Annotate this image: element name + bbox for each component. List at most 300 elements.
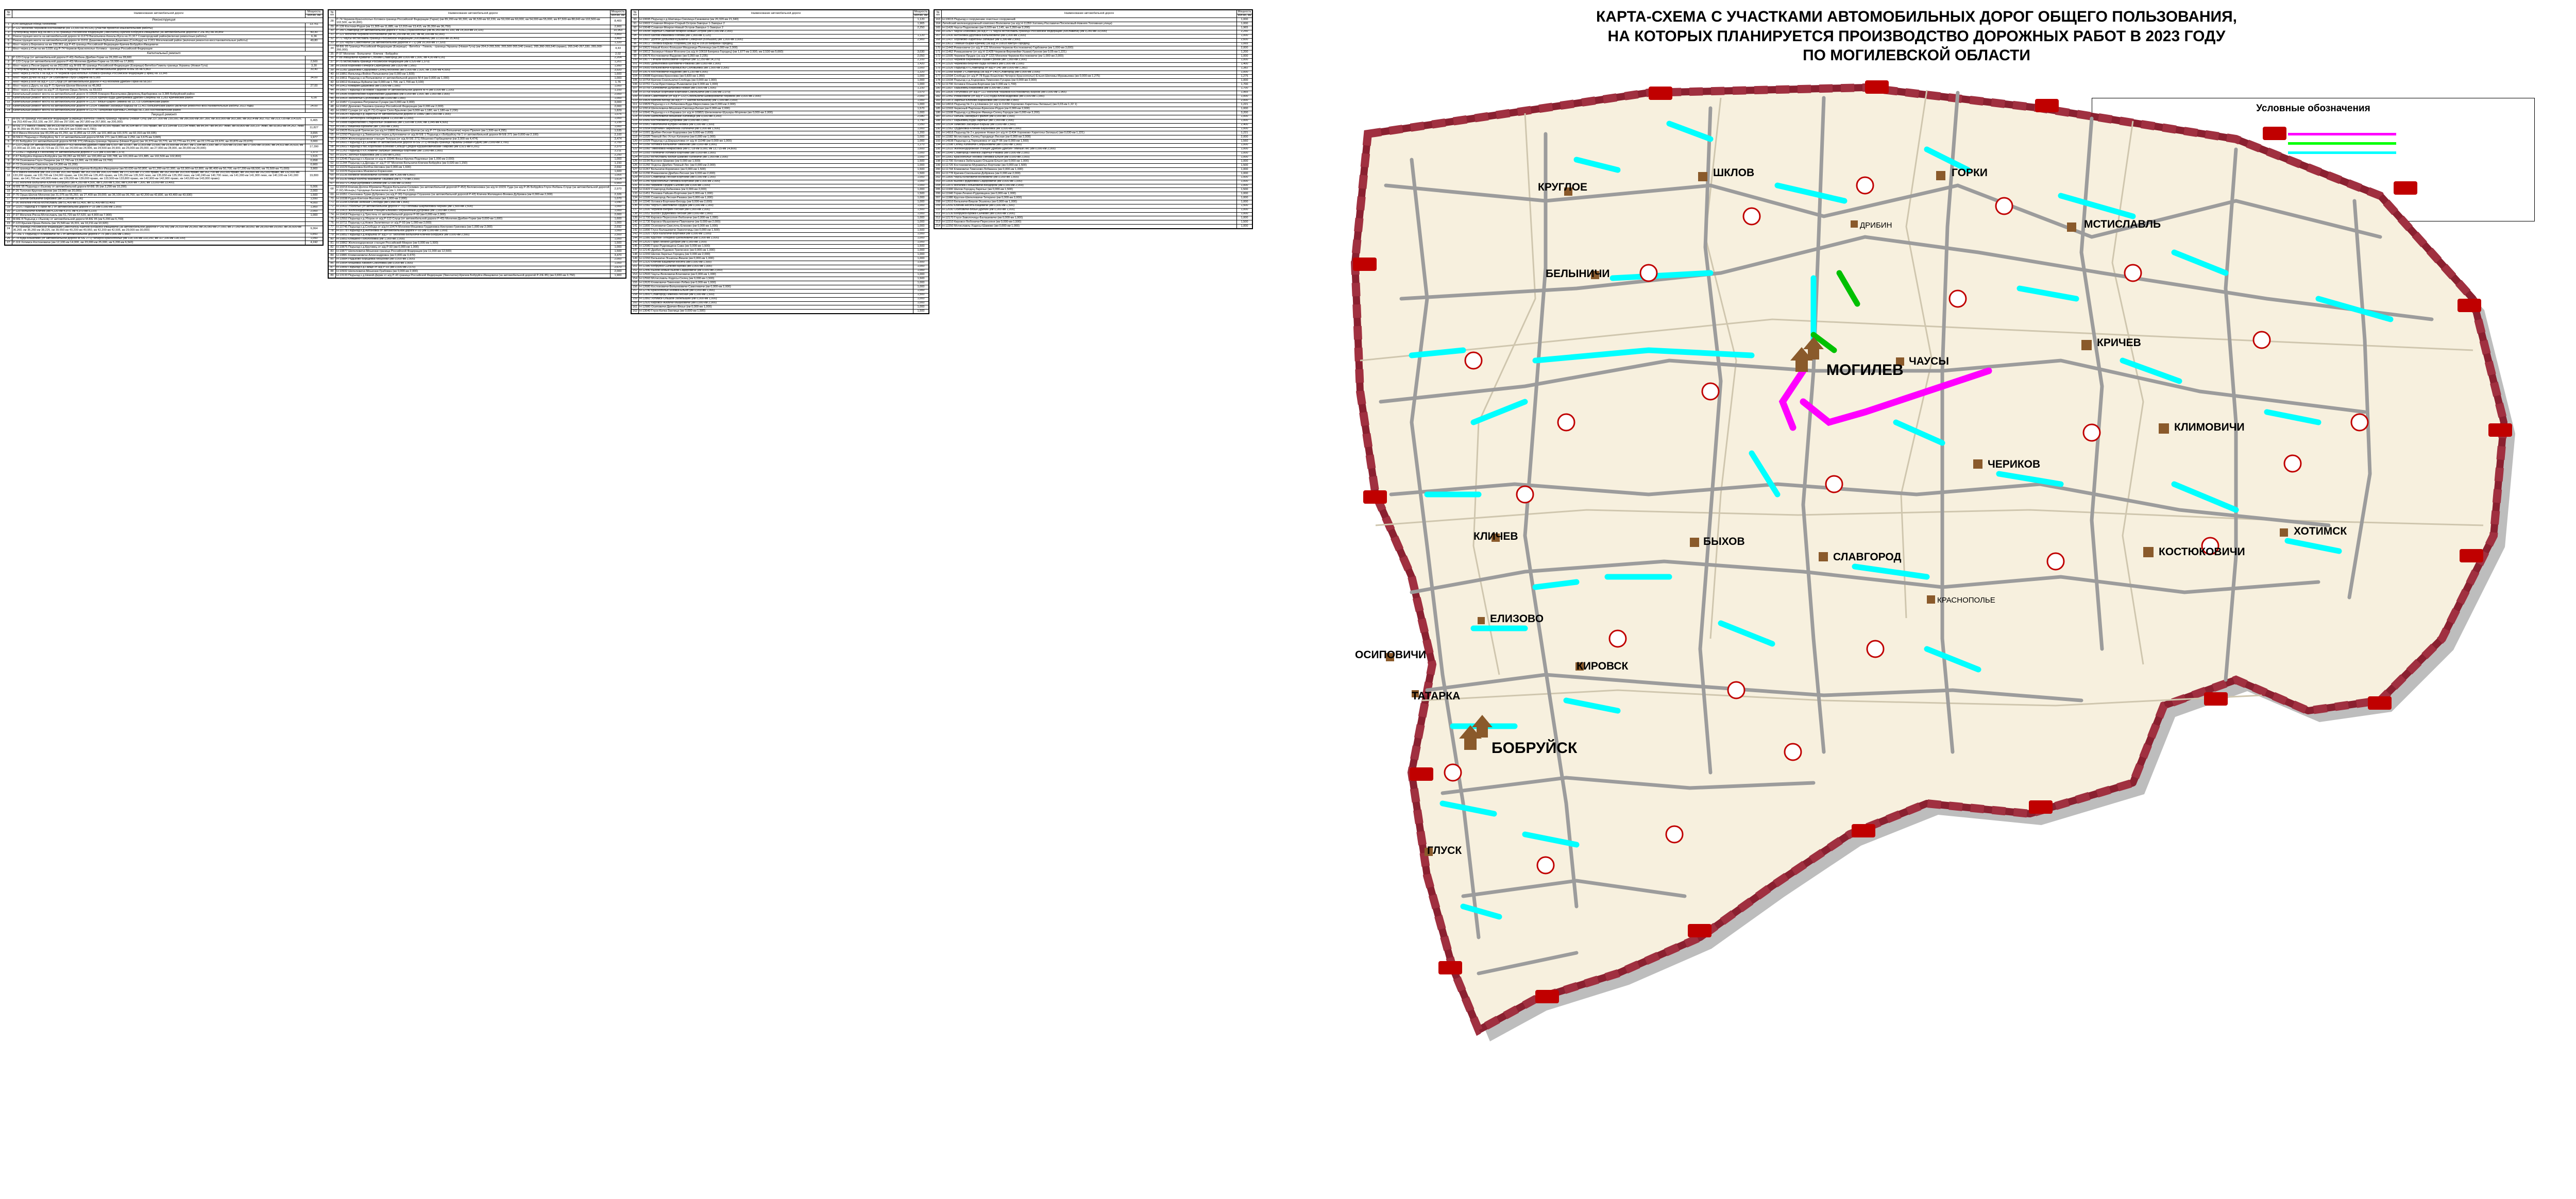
table-row — [935, 71, 1252, 75]
road-length-value — [306, 27, 323, 31]
row-number: 56 — [329, 138, 336, 142]
road-length-value: 0,900 — [306, 163, 323, 167]
road-length-value: 1,000 — [611, 205, 626, 209]
road-length-value: 34,00 — [306, 76, 323, 80]
row-number: 97 — [632, 46, 639, 50]
road-name: Н-10877 Шепелевичи-Мошонки-граница Российской Федерации (км 11,000-км 12,500) — [336, 250, 611, 254]
row-number: 199 — [935, 164, 942, 168]
road-length-value: 1,000 — [913, 164, 929, 168]
road-name: Н-11426 Чауса-Подзолково (км 0,020-км 1,145, км 2,350-км 3,200) — [942, 26, 1237, 30]
city-label-chausy: ЧАУСЫ — [1909, 355, 1949, 367]
row-number: 127 — [632, 168, 639, 172]
table-row — [632, 285, 929, 289]
row-number: 80 — [329, 237, 336, 242]
road-name: Н-10625 Большой Трилесин (за а/д Н-10800 Вельшино-Шклов (за а/д Р-77 Шклов-Белыничи) через Прилеп (км 1,500-км 4,295) — [336, 129, 611, 133]
table-row — [632, 22, 929, 26]
row-number: 66 — [329, 178, 336, 182]
road-name: Н-10272 Слуцк-Дубровка-Селюхи (км 12,000-км 12,900) — [336, 182, 611, 186]
row-number: 142 — [632, 229, 639, 233]
row-number: 16 — [5, 194, 12, 198]
road-length-value: 1,275 — [1237, 75, 1252, 79]
road-length-value: 2,000 — [611, 105, 626, 109]
road-name: Н-14916 Подъезд № 2 к д.Нововка (от а/д Н-11434 Хоромово-Харитоны-Затишье) (км 0,03-км 1,22 1) — [942, 103, 1237, 107]
road-table — [631, 10, 929, 314]
table-section-header — [5, 51, 323, 56]
table-row — [935, 168, 1252, 172]
road-length-value: 1,000 — [913, 140, 929, 144]
city-label-gorki: ГОРКИ — [1952, 167, 1988, 179]
row-number: 17 — [5, 197, 12, 201]
road-length-value: 1,000 — [611, 229, 626, 233]
table-row — [632, 168, 929, 172]
city-label-mogilev: МОГИЛЕВ — [1826, 362, 1904, 379]
row-number: 20 — [5, 210, 12, 214]
row-number: 107 — [632, 87, 639, 91]
road-name: Н-10829 Подъезд к н.п.Лобановка-Буда-Мирославка (км 0,000-км 2,000) — [639, 103, 913, 107]
table-row — [329, 213, 626, 217]
table-row — [935, 212, 1252, 216]
row-number: 2 — [5, 27, 12, 31]
col-header-value: Мощность — [913, 10, 929, 14]
row-number: 5 — [5, 72, 12, 76]
road-name: Н-10686 Борколабово-Барколабово-Дашковка (км 0,000-км 1,000, км 1,000-км 2,000) — [336, 93, 611, 97]
row-number: 151 — [632, 265, 639, 269]
table-row — [329, 205, 626, 209]
road-name: Н-10884 Радьково-Борщевка-Мошонки (км 0,000-км 2,500) — [336, 258, 611, 262]
table-row — [329, 129, 626, 133]
row-number: 30 — [329, 29, 336, 33]
col-header-num: № п/п — [329, 10, 336, 18]
road-name: Н-11029 Подъезд к д.Шаршаловка от а/д Н-11048 (км 0,000-км 1,000) — [639, 140, 913, 144]
table-row — [935, 83, 1252, 87]
road-name: Р-120 Белыничи-Кличев (км 4,220-км 4,970, км 4,970-км 5,220) — [12, 210, 306, 214]
city-label-bykhov: БЫХОВ — [1703, 536, 1745, 547]
road-length-value: 1,150 — [611, 162, 626, 166]
road-name: Р-93 Могилев-Белыничи-Кличев-Бобруйск (км 4,350-км 4,500, км 5,200-км 5,350, км 6,900-км 7,300, км 13,000-км 13,400) — [12, 181, 306, 185]
road-name: Р-140 Славгород (от автомобильной дороги Р-43/Е1)-Краснополье (км 46,950-км 49,100, км 14,303-км 23,116) — [336, 29, 611, 33]
road-name: Н-10604 Железнодорожная станция Телуша (от а/д М-5/Е 271) Мошенко-Горбацевичи (км 3,000-км 4,474) — [336, 138, 611, 142]
road-name: Н-11162 Мстиславль-Белая-Шамово-Хатиничи (км 1,000-км 2,000) — [639, 156, 913, 160]
road-length-value: 1,600 — [611, 217, 626, 221]
table-row — [632, 229, 929, 233]
road-name: Н-11520 Черикова-Везучее-Буда-Хотимск (км 0,000-км 2,000) — [942, 62, 1237, 66]
road-length-value: 30,40 — [306, 68, 323, 72]
road-length-value: 1,000 — [1237, 22, 1252, 26]
table-row — [935, 220, 1252, 225]
table-row — [935, 87, 1252, 91]
row-number: 114 — [632, 115, 639, 119]
row-number: 4 — [5, 136, 12, 140]
row-number: 95 — [632, 38, 639, 42]
road-length-value: 13,761 — [306, 23, 323, 27]
road-length-value: 1,500 — [1237, 204, 1252, 208]
road-length-value: 1,200 — [913, 131, 929, 135]
road-name: Н-10761 Сычи-Брестовицы-Рыжковичи (км 0,000-км 1,000) — [639, 83, 913, 87]
row-number: 58 — [329, 145, 336, 149]
table-row — [329, 162, 626, 166]
city-label-belynichi: БЕЛЫНИЧИ — [1546, 268, 1610, 280]
road-length-value: 1,000 — [1237, 180, 1252, 184]
road-length-value: 1,000 — [913, 265, 929, 269]
table-row — [329, 133, 626, 138]
road-name: Н-11634 Подъезд к д.Ходоровка-Тимоново-Гусарка (км 0,000-км 2,000) — [942, 79, 1237, 83]
road-name: Капитальный ремонт моста на автомобильной дороге Н-11207 Вязье-Шарпо-Зимина на 13,715 Осиповичский район — [12, 100, 306, 105]
road-length-value: 1,000 — [913, 83, 929, 87]
col-header-value-sub: кол-во, км — [306, 14, 323, 18]
table-row — [632, 160, 929, 164]
table-row — [329, 125, 626, 129]
road-length-value: 1,420 — [913, 62, 929, 66]
road-name: Н-11196 Высокое-Шамово (км 0,000-км 1,500) — [639, 160, 913, 164]
table-row — [632, 135, 929, 140]
table-row — [632, 184, 929, 188]
road-length-value: 3,800 — [611, 33, 626, 37]
road-name: Капитальный ремонт моста на автомобильной дороге Н-10036 Кричин-Буда-Дмитриевка-Дрибин-Озеряны на 3,283 Кричевский район — [12, 96, 306, 100]
road-name: Н-11534 Химково-Заозерье-Барыш (км 0,000-км 2,500) — [942, 123, 1237, 127]
table-row — [632, 212, 929, 216]
table-row — [935, 111, 1252, 115]
road-length-value: 1,400 — [1237, 62, 1252, 66]
table-row — [632, 127, 929, 131]
road-length-value: 1,000 — [913, 151, 929, 156]
road-name: Н-11427 Чауса-Осиновка (за а/д Р-71 Чауса-Мстиславль-граница Российской Федерации (Хославичи) (км 0,240-км 10,000) — [942, 30, 1237, 34]
road-length-value: 1,382 — [1237, 66, 1252, 71]
row-number: 13 — [5, 181, 12, 185]
road-name: Мост через р.Друть на а/д Р-71 Кричев-Шклов-Могилев на 45,963 — [12, 84, 306, 89]
road-length-value: 1,000 — [913, 301, 929, 305]
table-row — [329, 193, 626, 197]
col-header-num: № п/п — [935, 10, 942, 18]
row-number: 137 — [632, 208, 639, 212]
row-number: 7 — [5, 47, 12, 52]
table-row — [935, 107, 1252, 111]
road-length-value: 1,000 — [913, 297, 929, 301]
road-length-value: 1,000 — [913, 188, 929, 192]
row-number: 93 — [632, 30, 639, 34]
row-number: 195 — [935, 147, 942, 151]
road-name: М-8/Е 95 Подъезд к г.Быхову от автомобильной дороги М-8/Е 95 (км 3,290-км 10,290) — [12, 185, 306, 190]
row-number: 170 — [935, 46, 942, 50]
city-label-kruglое: КРУГЛОЕ — [1538, 181, 1588, 193]
road-name: Н-10602 Славная-Мокрое-Старый Остров-Заворье 1-Заворье 2 — [639, 22, 913, 26]
road-length-value: 3,474 — [611, 138, 626, 142]
row-number: 81 — [329, 242, 336, 246]
row-number: 31 — [329, 33, 336, 37]
road-length-value: 3,655 — [306, 132, 323, 136]
table-row — [329, 29, 626, 33]
col-header-value-sub: кол-во, км — [611, 14, 626, 18]
road-name: Н-11730 Кировск-Мышковичи-Павловичи (км 0,000-км 2,000) — [639, 220, 913, 225]
row-number: 96 — [632, 42, 639, 46]
row-number: 205 — [935, 188, 942, 192]
road-name: Н-10688 Карповка-Красновка (км 0,820-км 1,950) — [639, 75, 913, 79]
table-row — [329, 197, 626, 201]
road-length-value: 1,000 — [611, 97, 626, 101]
table-row — [935, 151, 1252, 156]
table-row — [329, 53, 626, 57]
road-length-value: 1,000 — [913, 305, 929, 310]
table-row — [935, 79, 1252, 83]
table-row — [632, 42, 929, 46]
road-name: Н-10338 Рудня-Клетное-Высокое (км 1,000-км 2,000) — [336, 197, 611, 201]
road-name: Н-10961 Никитиничи-Куприн-Яновка (км 0,000-км 1,500) — [639, 123, 913, 127]
row-number: 138 — [632, 212, 639, 216]
road-length-value — [306, 47, 323, 52]
road-name: Н-12293 Подъезд к д.Замошенье через д.Купловичи от а/д М-5/Е 1 Подъезд к г.Бобруйску № 1 от автомобильной дороги М-5/Е 271 (км 0,000-км 2,100) — [336, 133, 611, 138]
road-name: Н-11290 Романовичи-Дрибин-Лесная (км 0,000-км 2,000) — [639, 172, 913, 176]
row-number: 23 — [5, 222, 12, 226]
road-name: Р-123 Слуцк (от автомобильной дороги Р-43)-Могилев-Дрибин-Горки на 19,000-на 17,800) — [12, 60, 306, 64]
road-name: Литейский железнодорожный комплекс-Волковичи (за а/д Н-11359 Хатовец-Раславичи-Поселковый-Нижняя Топливная улица) — [942, 22, 1237, 26]
road-name: Р-123 Слуцк (от автомобильной дороги Р-43)-Могилев-Дрибин-Горки (км 6,597-км 10,087, км 11,815-км 13,500, км 15,500-км 14,967, км 1,194-км 2,330, км 17,920-км 19,150, км 17,000-км 19,000, км 24,511-км 25,633, км 22,000-км 22,100, км 22,723-км 22,723, км 24,000-км 24,906, км 24,500-км 24,900, км 25,000-км 26,000, км 27,000-км 28,000, км 28,000-км 29,000) — [12, 144, 306, 151]
road-name: Н-10778 Подъезд к д.Антоновка от автомобильной дороги Р-93 (км 0,000-км 1,000) — [336, 229, 611, 233]
row-number: 88 — [329, 270, 336, 274]
title-line-3: ПО МОГИЛЕВСКОЙ ОБЛАСТИ — [1803, 47, 2030, 64]
road-length-value — [306, 181, 323, 185]
row-number: 149 — [632, 257, 639, 261]
table-row — [632, 180, 929, 184]
road-length-value: 1,000 — [913, 156, 929, 160]
row-number: 106 — [632, 83, 639, 87]
table-row — [632, 18, 929, 22]
road-name: Н-11744 Климовичи-Тимоново-Лобжанка (км 0,000-км 1,000) — [942, 168, 1237, 172]
road-name: Н-10236 Великое-Мойсеевичи-Хотеево (км 4,390-км 6,892) — [336, 174, 611, 178]
row-number: 104 — [632, 75, 639, 79]
road-name: Н-11505 Чериков-Прудок (за а/д Р-122) Могилев-Чериков-Костюковичи (км 1,000-км 2,000) — [942, 55, 1237, 59]
road-name: Н-10602 Подъезд к пос.Коротково-Бояново-Сельцо-Средне-Крушиновичиский-Тиврово (км 0,921-км 9,291) — [336, 145, 611, 149]
road-name: Н-10457 Сухаревка-Петровичи-Сухари (км 0,000-км 3,000) — [336, 101, 611, 105]
road-length-value: 2,000 — [913, 95, 929, 99]
road-length-value — [306, 100, 323, 105]
table-row — [935, 180, 1252, 184]
road-name: Н-12500 Чаусы-Волковичи-Благовичи (км 0,000-км 1,000) — [639, 273, 913, 277]
road-length-value: 1,600 — [913, 147, 929, 151]
road-length-value: 1,900 — [306, 205, 323, 210]
road-length-value: 1,000 — [913, 196, 929, 200]
col-header-name: Наименование автомобильной дороги — [336, 10, 611, 18]
table-row — [329, 101, 626, 105]
row-number: 207 — [935, 196, 942, 200]
table-row — [935, 95, 1252, 99]
road-length-value: 1,000 — [913, 273, 929, 277]
road-length-value: 1,500 — [913, 208, 929, 212]
row-number: 198 — [935, 160, 942, 164]
col-header-value-sub: кол-во, км — [913, 14, 929, 18]
table-row — [5, 205, 323, 210]
table-row — [632, 164, 929, 168]
table-row — [935, 66, 1252, 71]
road-length-value: 1,000 — [913, 75, 929, 79]
road-name: Н-10351 Соколовка-Турки-Дубровка (за а/д Р-30)-Городище-Глушанка (за автомобильной дорогой Р-43) Кличев-Жилищино-Воевка-Дубровка (км 0,000-км 2,000) — [336, 193, 611, 197]
road-length-value: 2,000 — [611, 270, 626, 274]
road-length-value: 2,000 — [1237, 46, 1252, 50]
road-name: Н-12200 Шклов-Заречье-Городец (км 0,000-км 2,000) — [639, 253, 913, 257]
row-number: 105 — [632, 79, 639, 83]
road-name: Н-10875 Подъезд к д.Круговец от а/д Р-93 (км 0,000-км 1,000) — [336, 246, 611, 250]
road-name: М-5/Е11 Подъезд к г.Бобруйску № 1 от автомобильной дороги М-5/Е 271 (км 0,300-км 2,250, км 3,675-км 3,845) — [12, 136, 306, 140]
road-length-value: 2,600 — [1237, 38, 1252, 42]
road-name: Капитальный ремонт моста на автомобильной дороге Н-11276 Патерпови-Кричевы-Слобода на 2,305 Костюковичский район — [12, 109, 306, 113]
table-row — [632, 241, 929, 245]
road-length-value: 1,829 — [611, 109, 626, 113]
table-row — [329, 209, 626, 213]
table-row — [329, 73, 626, 77]
row-number: 124 — [632, 156, 639, 160]
road-length-value: 4,000 — [306, 201, 323, 205]
road-name: Р-116 Чаусы-Самотевичи (за автомобильной дорогой Р-71) (км 16,000-км 17,320) — [336, 41, 611, 45]
table-row — [329, 262, 626, 266]
table-row — [5, 60, 323, 64]
road-name: Н-10711 Подъезд к д.Новое Залитвенье от а/д Р-93 (км 1,000-км 2,000) — [336, 221, 611, 226]
road-length-value: 24,00 — [306, 105, 323, 109]
road-name: Н-10768 Малые Бортники-Бортники-Сокольничи (км 0,000-км 1,070) — [639, 91, 913, 95]
road-table-column-4 — [934, 9, 1253, 229]
row-number: 76 — [329, 221, 336, 226]
road-name: Н-11835 Потуповка (от а/д Р-122 Могилев-Чериков-Костюковичи)-Борхов (км 0,000-км 1,965) — [942, 91, 1237, 95]
road-length-value: 1,320 — [611, 41, 626, 45]
road-name: Реконструкция моста на автомобильной дороге Н-11279 Васильевна-Качалы-Буса на 21,917 Славгородский район(включая ремонтные работы) — [12, 35, 306, 39]
road-length-value: 1,965 — [1237, 26, 1252, 30]
road-length-value: 1,000 — [611, 84, 626, 89]
road-name: Н-10945 Шепелевичи-Мошонки-Хатиница (км 0,000-км 3,200) — [639, 115, 913, 119]
road-length-value: 1,000 — [913, 103, 929, 107]
table-row — [5, 167, 323, 172]
row-number: 131 — [632, 184, 639, 188]
row-number: 61 — [329, 158, 336, 162]
road-length-value — [306, 72, 323, 76]
table-row — [632, 232, 929, 236]
table-row — [935, 62, 1252, 66]
road-length-value: 1,560 — [1237, 140, 1252, 144]
road-name: Н-11500 Славгород-Лесная-Ржавка (км 0,000-км 1,000) — [639, 196, 913, 200]
road-length-value: 1,070 — [611, 197, 626, 201]
road-length-value: 17,390 — [306, 144, 323, 151]
road-name: Н-10862 Железнодорожная станция Российский-Мокрое (км 0,000-км 1,500) — [336, 242, 611, 246]
table-row — [329, 149, 626, 153]
row-number: 193 — [935, 140, 942, 144]
row-number: 2 — [5, 60, 12, 64]
road-length-value: 1,000 — [1237, 115, 1252, 119]
row-number: 48 — [329, 105, 336, 109]
road-length-value: 2,692 — [611, 226, 626, 230]
row-number: 133 — [632, 192, 639, 196]
table-row — [329, 182, 626, 186]
row-number: 5 — [5, 140, 12, 144]
table-row — [632, 273, 929, 277]
road-length-value: 1,000 — [913, 212, 929, 216]
road-name: Н-10412 Комарин-Дашковка (км 0,000-км 1,000) — [336, 84, 611, 89]
road-length-value: 2,370 — [611, 145, 626, 149]
row-number: 47 — [329, 101, 336, 105]
road-length-value — [913, 30, 929, 34]
table-row — [632, 192, 929, 196]
road-length-value: 2,000 — [611, 213, 626, 217]
table-row — [329, 121, 626, 125]
road-length-value: 40,30 — [306, 31, 323, 35]
row-number: 180 — [935, 87, 942, 91]
row-number: 9 — [5, 159, 12, 163]
road-name: Н-11462 Ромашковичи (от а/д Н-11428 Чериков-Веремейки-Ушаки)-Гронов (км 0,05-км 1,221) — [942, 50, 1237, 55]
road-name: Н-11920 Глуск-Калатичи-Бортники (км 0,000-км 1,000) — [639, 232, 913, 236]
road-name: Р-119 Хотимск-Костюковичи (км 12,100-км 14,000, км 23,000-км 25,000, км 5,200-км 6,543) — [12, 241, 306, 245]
road-name: Мост через р.Реста II на а/д Н-74 Чериков-Краснополье-Хотимск-граница Российской Федерации (Гарка) на 13,345 — [12, 72, 306, 76]
table-row — [632, 66, 929, 71]
row-number: 202 — [935, 176, 942, 180]
table-row — [632, 281, 929, 285]
road-name: Мост через р.Быстрая на а/д Р-15 Кричев-Орша-Лепель на 69,023 — [12, 89, 306, 93]
table-row — [5, 190, 323, 194]
road-length-value — [913, 46, 929, 50]
road-name: Н-10648 Славная-Мокрое-Новый Остров-Заворье 1-Заворье 2 — [639, 26, 913, 30]
row-number: 181 — [935, 91, 942, 95]
road-name: Р-71 Чаусы-Мстиславль-граница Российской Федерации (Хославичи) (км 22,000-км 25,400) — [336, 37, 611, 41]
road-name: Н-10612 Темные-Бырки-Кричев) (за а/д Н-10818 Кветун-Городец) — [942, 42, 1237, 46]
road-length-value: 0,900 — [611, 182, 626, 186]
row-number: 86 — [329, 262, 336, 266]
row-number: 54 — [329, 129, 336, 133]
road-name: Н-10941 Подъезд к н.п.Баравка (от а/д Н-10982) Шепелевичи-Шушары-Морянки (км 0,000-км 2,000) — [639, 111, 913, 115]
table-body-2 — [329, 18, 626, 278]
city-label-khotimsk: ХОТИМСК — [2294, 525, 2347, 537]
road-length-value: 1,965 — [913, 22, 929, 26]
road-name: Н-10766 Скачковичи-Дубровка-Новая (км 0,600-км 1,600) — [639, 87, 913, 91]
row-number: 174 — [935, 62, 942, 66]
row-number: 132 — [632, 188, 639, 192]
road-name: Н-10230 Вязье-Колбча-Маковичи-Тишовка (км 5,770-км 2,500) — [336, 178, 611, 182]
table-row — [935, 18, 1252, 22]
road-name: Р-97 Могилев - Белыничи - Кличев - Бобруйск — [336, 53, 611, 57]
road-length-value: 2,000 — [1237, 99, 1252, 103]
road-length-value: 1,700 — [1237, 83, 1252, 87]
table-row — [935, 22, 1252, 26]
road-length-value: 1,000 — [913, 257, 929, 261]
row-number: 194 — [935, 143, 942, 147]
road-length-value: 2,970 — [611, 186, 626, 193]
road-length-value: 8,400 — [611, 18, 626, 25]
row-number: 186 — [935, 111, 942, 115]
row-number: 6 — [5, 144, 12, 151]
row-number: 8 — [5, 155, 12, 159]
road-length-value: 1,600 — [611, 73, 626, 77]
road-length-value: 1,000 — [913, 184, 929, 188]
city-label-slavgorod: СЛАВГОРОД — [1833, 551, 1902, 563]
table-row — [329, 93, 626, 97]
city-label-kirovsk: КИРОВСК — [1577, 660, 1629, 672]
row-number: 171 — [935, 50, 942, 55]
row-number: 136 — [632, 204, 639, 208]
road-table-column-2 — [328, 9, 626, 279]
road-length-value: 1,000 — [611, 221, 626, 226]
road-name: Н-11594 Слобода (от а/д Р-78 Буда-Кошелево-Чечерск-Краснополье)-Ельня-Шеломы-Муравьевка (км 0,000-км 1,275) — [942, 75, 1237, 79]
city-label-kostyukovichi: КОСТЮКОВИЧИ — [2159, 546, 2245, 558]
road-length-value: 1,221 — [1237, 131, 1252, 135]
road-name: Р-122 Могилев-Черников-Костюковичи (на 13,500-на 44,635) (участки проектно-изыскательские работы) — [12, 27, 306, 31]
road-name: Р-43 граница Российской Федерации (Звенчатка)-Кричев-Бобруйск-Ивацевичи (км 50,630-км 50,800, км 51,200-км 51,900, км 53,900-км 52,800, км 86,400-км 50,700, км 67,200-км 68,500, км 70,500-км 71,000) — [12, 167, 306, 172]
road-length-value: 1,000 — [1237, 151, 1252, 156]
road-name: Р-74 Чериков-Краснополье-Хотимск-граница Российской Федерации (Гарки) (км 89,200-км 90,300, км 90,530-км 92,230, км 59,000-км 60,000, км 54,000-км 55,000, км 87,500-км 88,642-км 102,500-км 102,500, км 96,800) — [336, 18, 611, 25]
road-length-value: 1,000 — [1237, 196, 1252, 200]
table-row — [5, 100, 323, 105]
city-label-klimovichi: КЛИМОВИЧИ — [2174, 421, 2245, 433]
road-name: Н-10811 Подъезд к аг.Полыковичи от автомобильной дороги М-4 (км 0,000-км 1,000) — [336, 77, 611, 81]
row-number: 115 — [632, 119, 639, 123]
table-row — [5, 155, 323, 159]
row-number: 11 — [5, 167, 12, 172]
road-name: Н-12860 Хотимск-Ольшов-Забелышин (км 0,000-км 1,000) — [639, 297, 913, 301]
road-length-value: 3,030 — [913, 50, 929, 55]
road-length-value: 1,150 — [913, 87, 929, 91]
road-name: Н-12090 Осиповичи-Вязье-Дричин (км 0,000-км 1,000) — [942, 208, 1237, 212]
